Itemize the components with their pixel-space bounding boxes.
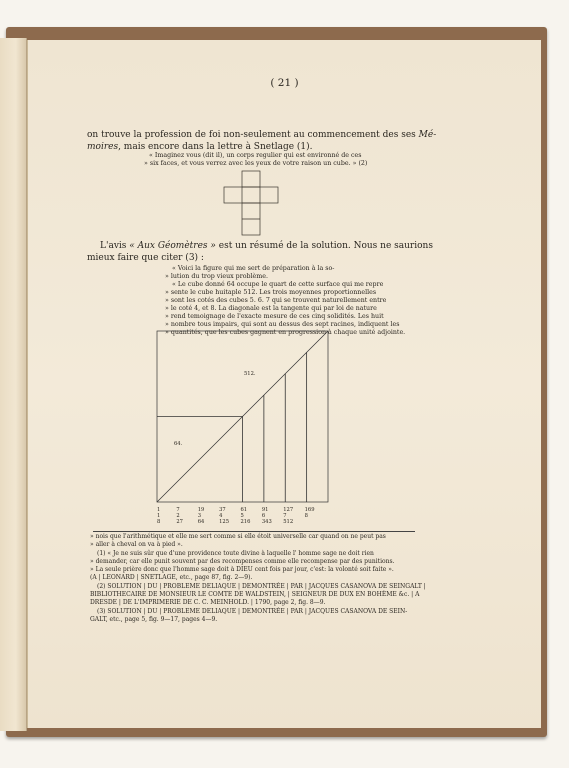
citation-line-5: » sont les cotés des cubes 5. 6. 7 qui se trouvent naturellement entre (165, 297, 387, 304)
footnote-line-4: » demander, car elle punit souvent par des recompenses comme elle recompense par des punitions. (90, 558, 395, 565)
g-r3-value-0: 8 (157, 519, 161, 525)
g-r3-value-6: 512 (283, 519, 294, 525)
cube-net-cross-figure (223, 170, 279, 236)
citation-line-6: » le coté 4, et 8. La diagonale est la tangente qui par loi de nature (165, 305, 377, 312)
g-r3-value-3: 125 (219, 519, 230, 525)
footnote-line-11: GALT, etc., page 5, fig. 9—17, pages 4—9. (90, 616, 218, 623)
footnote-line-2: » aller à cheval on va à pied ». (90, 541, 183, 548)
book-spine (0, 38, 27, 731)
g-r2-value-3: 4 (219, 513, 223, 519)
footnote-line-1: » nois que l'arithmétique et elle me sert comme si elle étoit universelle car quand on ne peut pas (90, 533, 386, 540)
g-r2-value-1: 2 (176, 513, 180, 519)
g-r3-value-5: 343 (261, 519, 272, 525)
footnote-line-5: » La seule prière donc que l'homme sage doit à DIEU cent fois par jour, c'est: la volonté soit faite ». (90, 566, 394, 573)
citation-line-3: « Le cube donné 64 occupe le quart de cette surface qui me repre (172, 281, 384, 288)
para2-line-1: L'avis « Aux Géomètres » est un résumé de la solution. Nous ne saurions (100, 241, 433, 251)
footnote-line-8: BIBLIOTHECAIRE DE MONSIEUR LE COMTE DE WALDSTEIN, | SEIGNEUR DE DUX EN BOHÈME &c. | A (90, 591, 420, 598)
g-r2-value-2: 3 (197, 513, 202, 519)
row-odd-numbers (157, 507, 315, 513)
footnote-line-3: (1) « Je ne suis sûr que d'une providence toute divine à laquelle l' homme sage ne doit rien (97, 550, 374, 557)
quote1-line-2: » six faces, et vous verrez avec les yeux de votre raison un cube. » (2) (144, 160, 368, 167)
para2-line-2: mieux faire que citer (3) : (87, 253, 204, 263)
body-line-2: moires, mais encore dans la lettre à Snetlage (1). (87, 142, 313, 152)
citation-line-2: » lution du trop vieux problème. (165, 273, 268, 280)
footnote-separator (93, 531, 415, 532)
quote1-line-1: « Imaginez vous (dit il), un corps regulier qui est environné de ces (149, 152, 362, 159)
g-r2-value-7: 8 (304, 513, 308, 519)
g-r1-value-1: 7 (176, 507, 180, 513)
page-number: ( 21 ) (270, 77, 299, 89)
g-r3-value-1: 27 (176, 519, 183, 525)
g-r3-value-2: 64 (197, 519, 205, 525)
g-r1-value-6: 127 (283, 507, 294, 513)
citation-line-4: » sente le cube huitaple 512. Les trois moyennes proportionnelles (165, 289, 377, 296)
citation-line-9: » quantités, que les cubes gagnent en progression à chaque unité adjointe. (165, 329, 406, 336)
citation-line-1: « Voici la figure qui me sert de préparation à la so- (172, 265, 335, 272)
g-r3-value-4: 216 (240, 519, 251, 525)
label-512: 512. (244, 371, 256, 377)
body-line-1: on trouve la profession de foi non-seulement au commencement des ses Mé- (87, 130, 437, 140)
g-r1-value-3: 37 (219, 507, 226, 513)
g-r2-value-6: 7 (283, 513, 287, 519)
footnote-line-7: (2) SOLUTION | DU | PROBLEME DELIAQUE | DEMONTRÉE | PAR | JACQUES CASANOVA DE SEINGALT | (97, 583, 426, 590)
g-r2-value-5: 6 (261, 513, 266, 519)
g-r2-value-4: 5 (240, 513, 244, 519)
citation-line-7: » rend temoignage de l'exacte mesure de ces cinq solidités. Les huit (165, 313, 384, 320)
g-r1-value-0: 1 (157, 507, 161, 513)
citation-line-8: » nombre tous impairs, qui sont au dessus des sept racines, indiquent les (165, 321, 400, 328)
footnote-line-10: (3) SOLUTION | DU | PROBLEME DELIAQUE | DEMONTRÉE | PAR | JACQUES CASANOVA DE SEIN- (97, 608, 408, 615)
g-r1-value-4: 61 (240, 507, 248, 513)
g-r1-value-7: 169 (304, 507, 315, 513)
row-cubes (157, 519, 293, 525)
g-r2-value-0: 1 (157, 513, 161, 519)
label-64: 64. (174, 441, 183, 447)
footnote-line-6: (A | LEONARD | SNETLAGE, etc., page 87, fig. 2—9). (90, 574, 253, 581)
delian-cube-diagram (154, 329, 332, 527)
footnote-line-9: DRESDE | DE L'IMPRIMERIE DE C. C. MEINHOLD. | 1790, page 2, fig. 8—9. (90, 599, 326, 606)
g-r1-value-2: 19 (197, 507, 205, 513)
g-r1-value-5: 91 (261, 507, 269, 513)
